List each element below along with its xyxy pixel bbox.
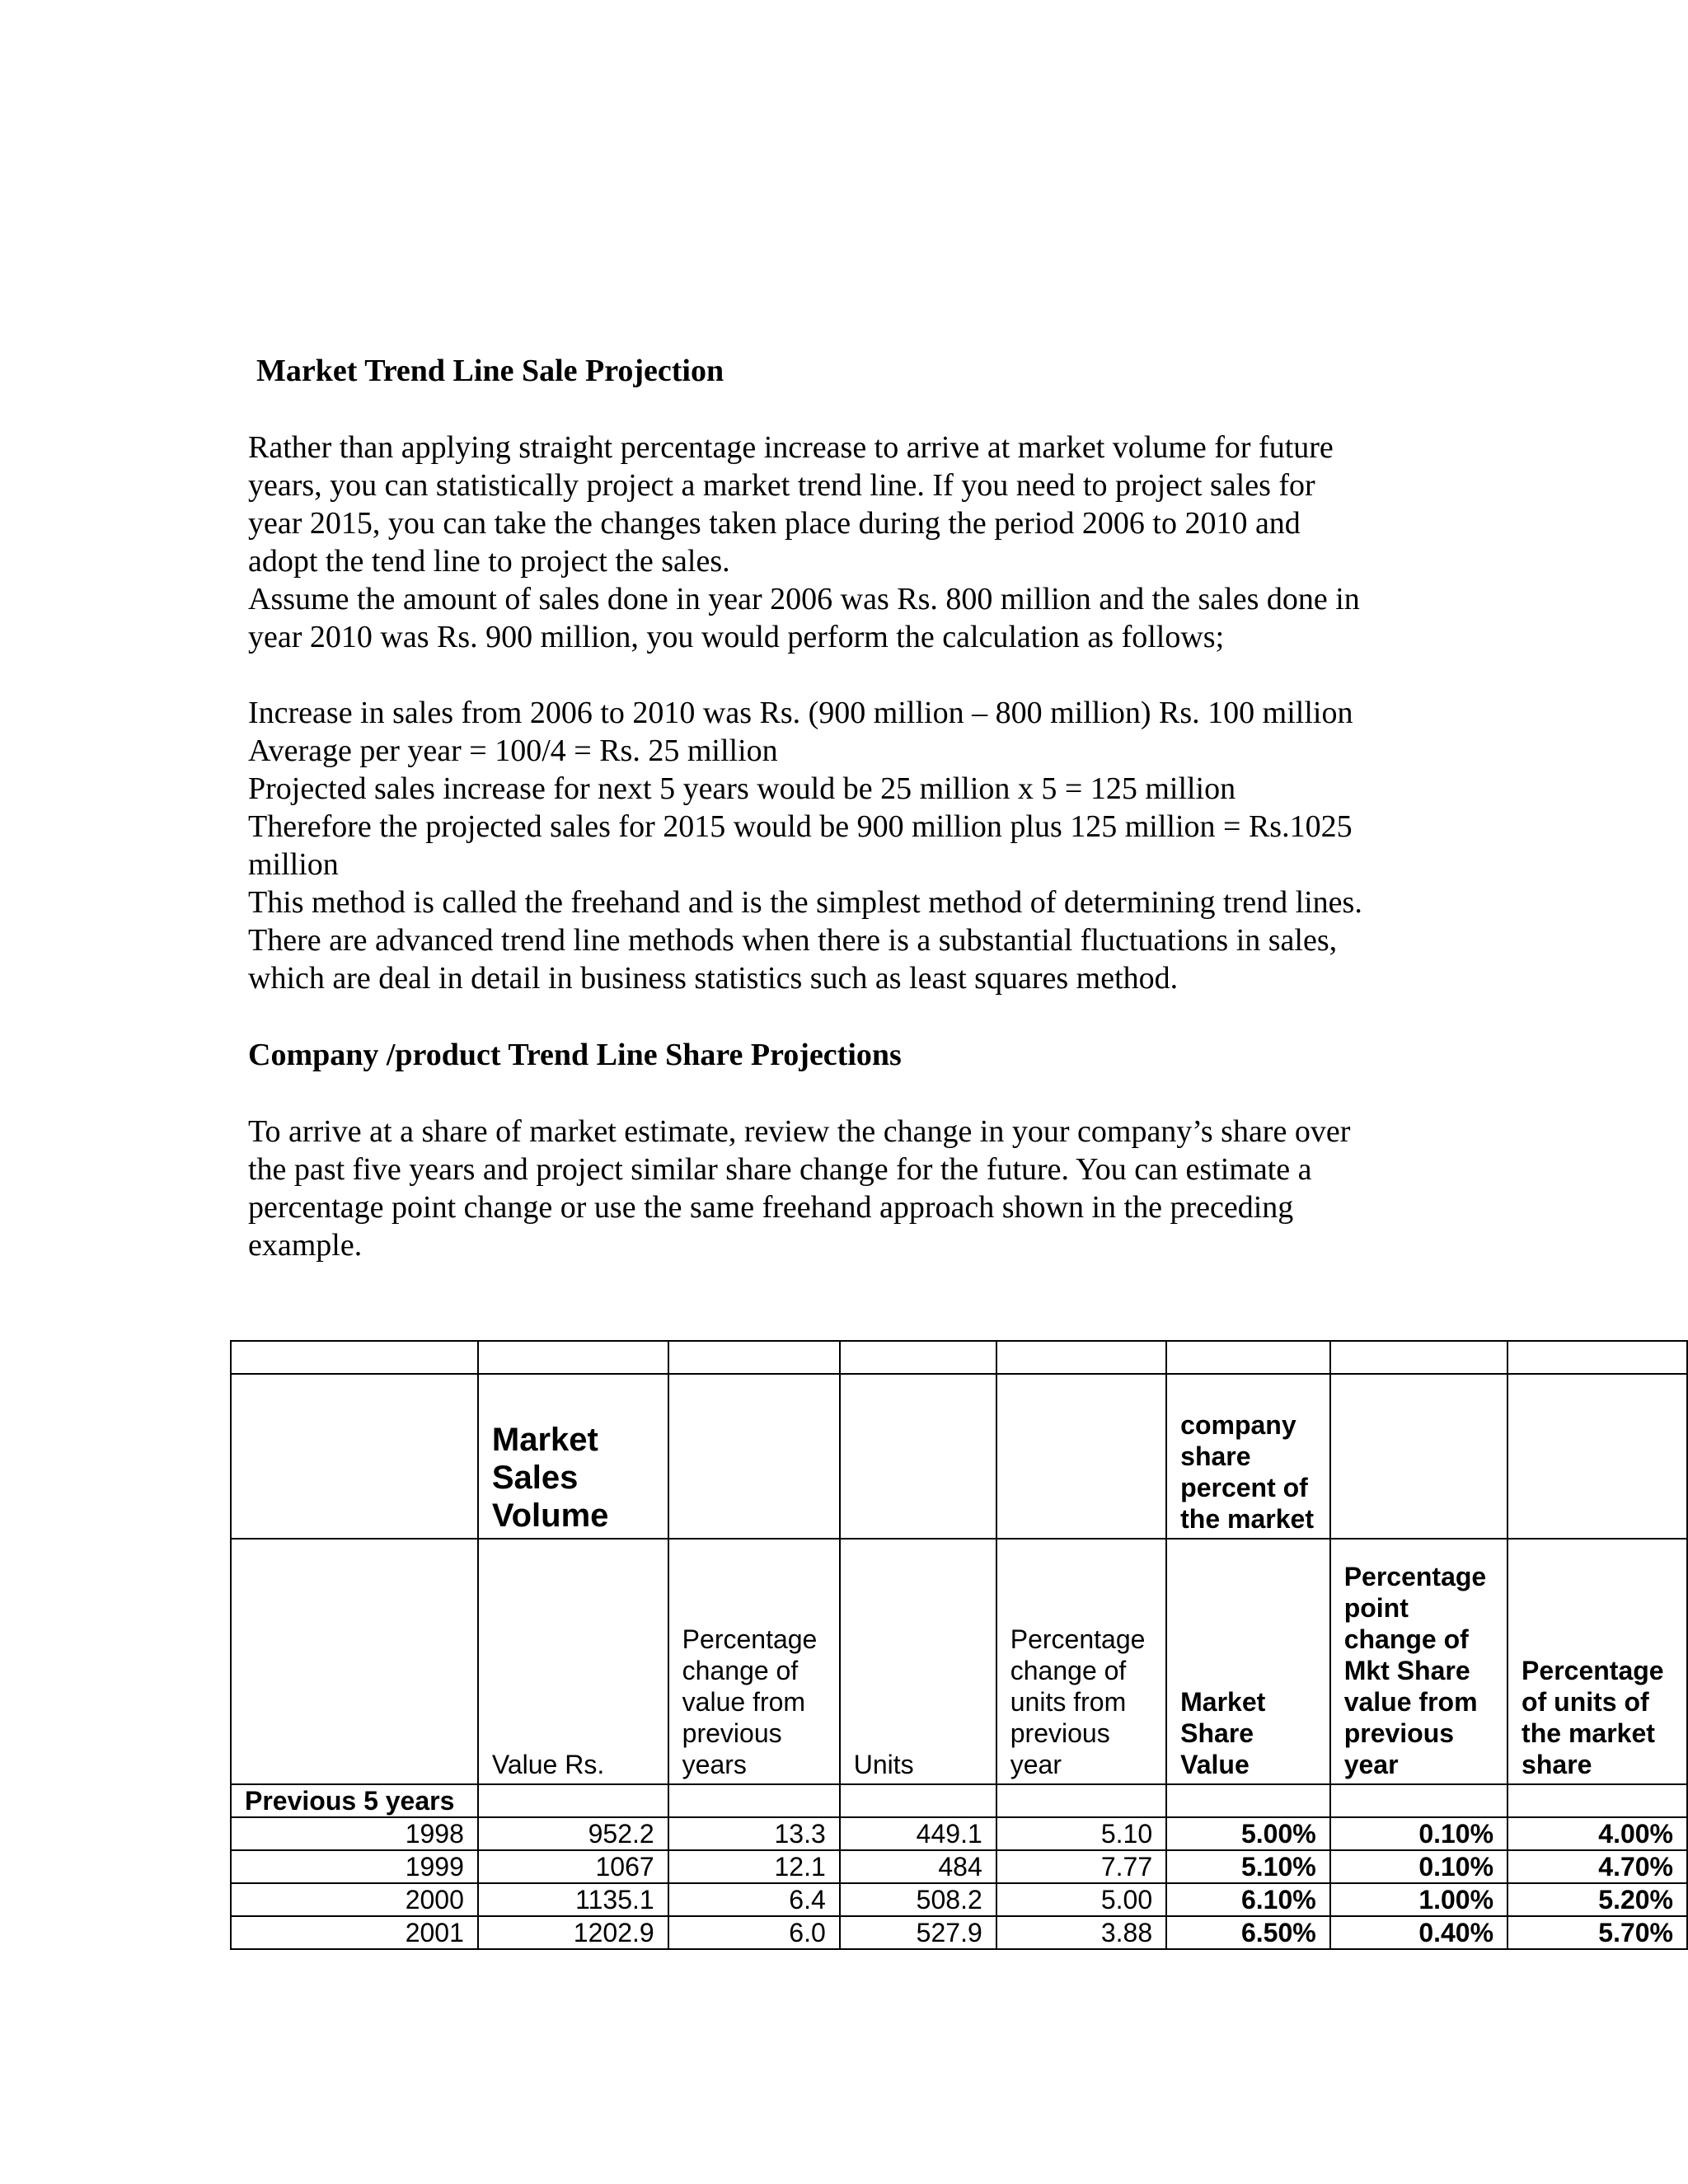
cell-pct-change-value: 13.3	[668, 1817, 840, 1850]
table-cell	[668, 1374, 840, 1539]
table-cell	[840, 1374, 996, 1539]
cell-pct-units-share: 5.20%	[1507, 1883, 1687, 1916]
column-header-value: Value Rs.	[478, 1539, 668, 1784]
cell-pct-change-units: 7.77	[996, 1850, 1166, 1883]
table-row	[231, 1883, 1687, 1916]
cell-value: 1202.9	[478, 1916, 668, 1949]
text-line: which are deal in detail in business statistics such as least squares method.	[248, 961, 1179, 996]
cell-year: 2000	[231, 1883, 478, 1916]
market-share-table	[230, 1340, 1688, 1950]
table-cell	[231, 1341, 478, 1374]
table-cell	[1507, 1341, 1687, 1374]
cell-units: 484	[840, 1850, 996, 1883]
text-line: This method is called the freehand and is the simplest method of determining trend lines.	[248, 885, 1362, 920]
text-line: adopt the tend line to project the sales.	[248, 544, 730, 579]
table-cell	[1507, 1374, 1687, 1539]
column-header-units: Units	[840, 1539, 996, 1784]
text-line: Rather than applying straight percentage increase to arrive at market volume for future	[248, 430, 1334, 465]
cell-year: 1998	[231, 1817, 478, 1850]
paragraph-share-estimate	[248, 1113, 1443, 1264]
column-header-market-share-value: Market Share Value	[1166, 1539, 1330, 1784]
table-cell	[1507, 1784, 1687, 1817]
table-cell	[996, 1374, 1166, 1539]
table-row-empty	[231, 1341, 1687, 1374]
table-cell	[1166, 1784, 1330, 1817]
text-line: year 2010 was Rs. 900 million, you would perform the calculation as follows;	[248, 620, 1225, 654]
cell-pct-change-units: 3.88	[996, 1916, 1166, 1949]
text-line: There are advanced trend line methods when there is a substantial fluctuations in sales,	[248, 923, 1338, 958]
table-row	[231, 1850, 1687, 1883]
section-title-market-trend: Market Trend Line Sale Projection	[256, 354, 724, 388]
table-cell	[996, 1784, 1166, 1817]
table-cell	[1330, 1374, 1507, 1539]
paragraph-calculation	[248, 694, 1443, 997]
text-line: Therefore the projected sales for 2015 would be 900 million plus 125 million = Rs.1025	[248, 809, 1353, 844]
cell-year: 2001	[231, 1916, 478, 1949]
table-row-column-headers	[231, 1539, 1687, 1784]
cell-value: 1067	[478, 1850, 668, 1883]
cell-pct-units-share: 5.70%	[1507, 1916, 1687, 1949]
table-row	[231, 1916, 1687, 1949]
text-line: Assume the amount of sales done in year 2006 was Rs. 800 million and the sales done in	[248, 582, 1360, 616]
table-cell	[668, 1341, 840, 1374]
table-row	[231, 1817, 1687, 1850]
text-line: percentage point change or use the same freehand approach shown in the preceding	[248, 1190, 1294, 1225]
text-line: the past five years and project similar share change for the future. You can estimate a	[248, 1152, 1312, 1187]
text-line: To arrive at a share of market estimate, review the change in your company’s share over	[248, 1114, 1351, 1149]
table-cell	[478, 1341, 668, 1374]
period-label: Previous 5 years	[231, 1784, 478, 1817]
table-cell	[231, 1374, 478, 1539]
cell-units: 527.9	[840, 1916, 996, 1949]
text-line: million	[248, 847, 339, 882]
table-cell	[1330, 1341, 1507, 1374]
text-line: years, you can statistically project a market trend line. If you need to project sales for	[248, 468, 1315, 503]
cell-pct-units-share: 4.70%	[1507, 1850, 1687, 1883]
text-line: year 2015, you can take the changes taken place during the period 2006 to 2010 and	[248, 506, 1301, 541]
table-cell	[840, 1341, 996, 1374]
cell-value: 952.2	[478, 1817, 668, 1850]
group-header-market-sales: Market Sales Volume	[478, 1374, 668, 1539]
group-header-company-share: company share percent of the market	[1166, 1374, 1330, 1539]
cell-pct-change-value: 6.4	[668, 1883, 840, 1916]
column-header-pct-change-units: Percentage change of units from previous year	[996, 1539, 1166, 1784]
cell-units: 449.1	[840, 1817, 996, 1850]
table-cell	[478, 1784, 668, 1817]
table-cell	[840, 1784, 996, 1817]
cell-market-share: 5.00%	[1166, 1817, 1330, 1850]
paragraph-intro	[248, 429, 1443, 656]
cell-pct-units-share: 4.00%	[1507, 1817, 1687, 1850]
cell-pct-change-units: 5.00	[996, 1883, 1166, 1916]
section-title-company-share: Company /product Trend Line Share Projections	[248, 1038, 902, 1072]
cell-units: 508.2	[840, 1883, 996, 1916]
cell-point-change: 0.40%	[1330, 1916, 1507, 1949]
table-cell	[668, 1784, 840, 1817]
column-header-point-change: Percentage point change of Mkt Share value from previous year	[1330, 1539, 1507, 1784]
table-row-period	[231, 1784, 1687, 1817]
cell-value: 1135.1	[478, 1883, 668, 1916]
cell-pct-change-value: 6.0	[668, 1916, 840, 1949]
text-line: example.	[248, 1228, 363, 1263]
cell-pct-change-units: 5.10	[996, 1817, 1166, 1850]
column-header	[231, 1539, 478, 1784]
text-line: Projected sales increase for next 5 years would be 25 million x 5 = 125 million	[248, 771, 1236, 806]
text-line: Average per year = 100/4 = Rs. 25 million	[248, 733, 778, 768]
text-line: Increase in sales from 2006 to 2010 was Rs. (900 million – 800 million) Rs. 100 million	[248, 696, 1353, 730]
cell-year: 1999	[231, 1850, 478, 1883]
cell-market-share: 5.10%	[1166, 1850, 1330, 1883]
column-header-pct-units-share: Percentage of units of the market share	[1507, 1539, 1687, 1784]
table-cell	[1330, 1784, 1507, 1817]
table-cell	[1166, 1341, 1330, 1374]
cell-point-change: 1.00%	[1330, 1883, 1507, 1916]
table-cell	[996, 1341, 1166, 1374]
cell-point-change: 0.10%	[1330, 1817, 1507, 1850]
cell-pct-change-value: 12.1	[668, 1850, 840, 1883]
cell-market-share: 6.50%	[1166, 1916, 1330, 1949]
column-header-pct-change-value: Percentage change of value from previous years	[668, 1539, 840, 1784]
table-row-group-header	[231, 1374, 1687, 1539]
cell-point-change: 0.10%	[1330, 1850, 1507, 1883]
cell-market-share: 6.10%	[1166, 1883, 1330, 1916]
